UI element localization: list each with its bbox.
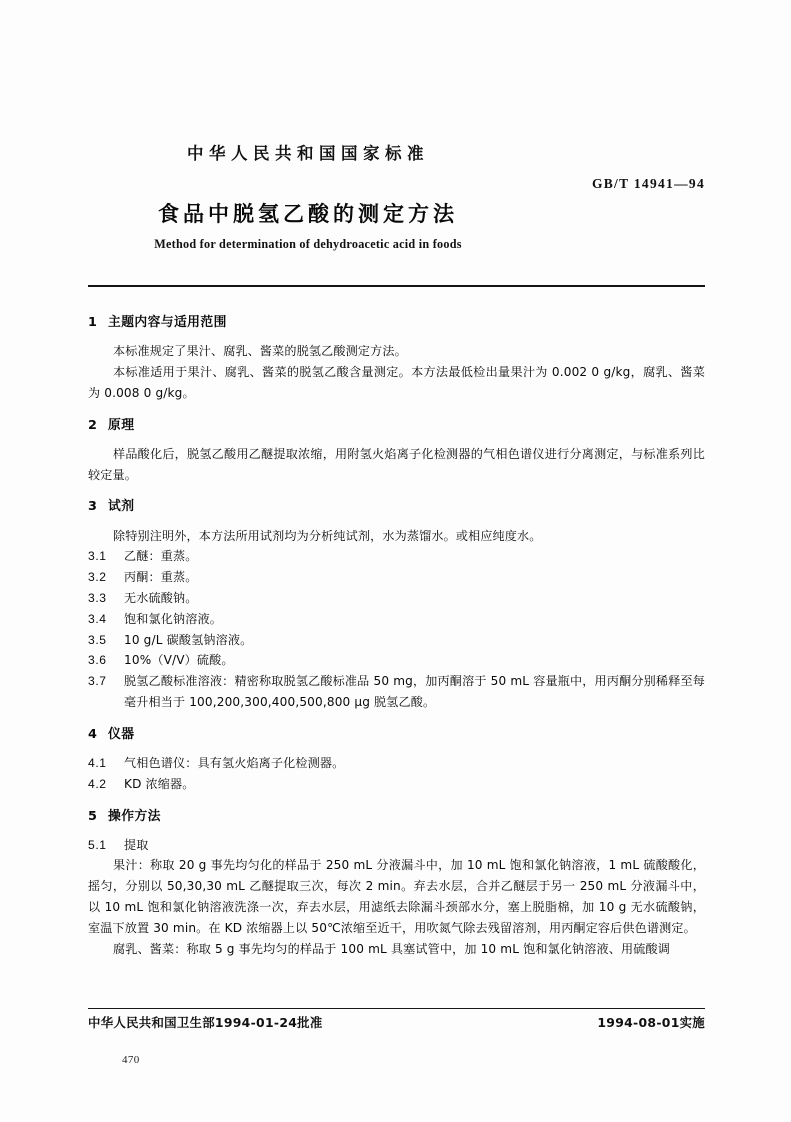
document-subtitle-english: Method for determination of dehydroacetic acid in foods — [154, 237, 462, 251]
clause-number: 4.1 — [88, 755, 107, 770]
clause-text: 脱氢乙酸标准溶液：精密称取脱氢乙酸标准品 50 mg，加丙酮溶于 50 mL 容量瓶中，用丙酮分别稀释至每毫升相当于 100,200,300,400,500,800 μg 脱氢乙酸。 — [124, 674, 705, 709]
section-5-1-paragraph-1: 果汁：称取 20 g 事先均匀化的样品于 250 mL 分液漏斗中，加 10 mL 饱和氯化钠溶液，1 mL 硫酸酸化，摇匀，分别以 50,30,30 mL 乙醚提取三次，每次 2 min。弃去水层，合并乙醚层于另一 250 mL 分液漏斗中，以 10 mL 饱和氯化钠溶液洗涤一次，弃去水层，用滤纸去除漏斗颈部水分，塞上脱脂棉，加 10 g 无水硫酸钠，室温下放置 30 min。在 KD 浓缩器上以 50℃浓缩至近干，用吹氮气除去残留溶剂，用丙酮定容后供色谱测定。 — [88, 858, 705, 935]
clause-text: 气相色谱仪：具有氢火焰离子化检测器。 — [124, 755, 345, 770]
header-divider — [88, 285, 705, 287]
section-number-5: 5 — [88, 808, 98, 824]
page-number: 470 — [122, 1054, 140, 1066]
clause-4-2 — [88, 774, 705, 795]
section-heading-2 — [88, 416, 705, 435]
section-1-paragraph-1: 本标准规定了果汁、腐乳、酱菜的脱氢乙酸测定方法。 — [113, 344, 407, 359]
subsection-title: 提取 — [124, 837, 149, 852]
clause-3-6 — [88, 650, 705, 671]
section-1-paragraph-2: 本标准适用于果汁、腐乳、酱菜的脱氢乙酸含量测定。本方法最低检出量果汁为 0.002 0 g/kg，腐乳、酱菜为 0.008 0 g/kg。 — [88, 364, 705, 400]
clause-text: 10 g/L 碳酸氢钠溶液。 — [124, 632, 253, 647]
clause-number: 3.6 — [88, 653, 107, 668]
section-number-3: 3 — [88, 499, 98, 515]
section-number-2: 2 — [88, 417, 98, 433]
footer-approval-text: 中华人民共和国卫生部1994-01-24批准 — [88, 1015, 323, 1030]
clause-text: KD 浓缩器。 — [124, 776, 195, 791]
clause-3-4 — [88, 609, 705, 630]
national-standard-title: 中华人民共和国国家标准 — [187, 144, 429, 163]
clause-number: 3.4 — [88, 611, 107, 626]
clause-number: 4.2 — [88, 776, 107, 791]
clause-3-2 — [88, 567, 705, 588]
page-title: 食品中脱氢乙酸的测定方法 — [158, 202, 458, 226]
footer-implementation-text: 1994-08-01实施 — [597, 1015, 705, 1030]
clause-text: 乙醚：重蒸。 — [124, 549, 198, 564]
section-heading-3 — [88, 497, 705, 516]
clause-number: 3.2 — [88, 570, 107, 585]
footer-divider — [88, 1008, 705, 1009]
section-number-1: 1 — [88, 315, 98, 330]
clause-number: 3.5 — [88, 632, 107, 647]
section-title-5: 操作方法 — [108, 808, 161, 824]
document-body — [88, 313, 705, 959]
footer — [88, 1013, 705, 1031]
section-title-3: 试剂 — [108, 499, 135, 515]
section-3-paragraph-1: 除特别注明外，本方法所用试剂均为分析纯试剂，水为蒸馏水。或相应纯度水。 — [113, 528, 542, 543]
section-heading-4 — [88, 725, 705, 744]
clause-3-1 — [88, 546, 705, 567]
clause-3-3 — [88, 588, 705, 609]
section-title-1: 主题内容与适用范围 — [108, 315, 227, 330]
clause-text: 丙酮：重蒸。 — [124, 570, 198, 585]
standard-number: GB/T 14941—94 — [591, 176, 705, 191]
clause-number: 3.7 — [88, 674, 107, 689]
clause-number: 3.3 — [88, 590, 107, 605]
clause-3-7 — [88, 671, 705, 713]
clause-number: 3.1 — [88, 549, 107, 564]
clause-3-5 — [88, 630, 705, 651]
section-title-2: 原理 — [108, 417, 135, 433]
section-5-1-paragraph-2: 腐乳、酱菜：称取 5 g 事先均匀的样品于 100 mL 具塞试管中，加 10 mL 饱和氯化钠溶液、用硫酸调 — [113, 941, 671, 956]
subsection-number: 5.1 — [88, 837, 107, 852]
clause-text: 无水硫酸钠。 — [124, 590, 198, 605]
section-heading-5 — [88, 807, 705, 826]
clause-text: 10%（V/V）硫酸。 — [124, 653, 234, 668]
section-number-4: 4 — [88, 726, 98, 742]
section-title-4: 仪器 — [108, 726, 135, 742]
section-heading-1 — [88, 313, 705, 332]
section-2-paragraph-1: 样品酸化后，脱氢乙酸用乙醚提取浓缩，用附氢火焰离子化检测器的气相色谱仪进行分离测定，与标准系列比较定量。 — [88, 446, 705, 482]
clause-4-1 — [88, 753, 705, 774]
subsection-heading-5-1 — [88, 835, 705, 856]
document-header — [88, 0, 705, 285]
clause-text: 饱和氯化钠溶液。 — [124, 611, 222, 626]
